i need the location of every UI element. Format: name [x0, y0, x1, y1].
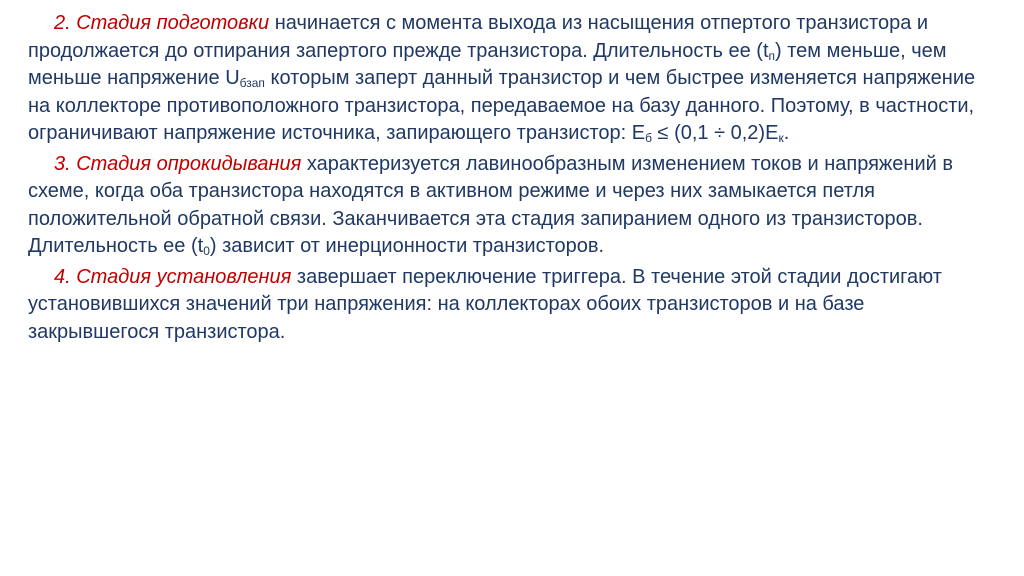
paragraph-text: ≤ (0,1 ÷ 0,2)E [651, 122, 779, 144]
paragraph-settling-stage [28, 264, 998, 347]
subscript: бзап [239, 76, 265, 90]
subscript: б [645, 131, 652, 145]
paragraph-text: ) зависит от инерционности транзисторов. [209, 235, 605, 257]
subscript: 0 [203, 244, 210, 258]
subscript: п [768, 48, 775, 63]
paragraph-text: характеризуется лавинообразным изменением токов и напряжений в схеме, когда оба транзистора находятся в активном режиме и через них замыкается петля положительной обратной связи. Заканчивается эта стадия запиранием одного из транзисторов. Длительность ее (t [28, 152, 953, 257]
paragraph-preparation-stage [28, 10, 998, 148]
switching-stage-heading: 3. Стадия опрокидывания [54, 152, 302, 175]
paragraph-text: которым заперт данный транзистор и чем быстрее изменяется напряжение на коллекторе противоположного транзистора, передаваемое на базу данного. Поэтому, в частности, ограничивают напряжение источника, запирающего транзистор: E [28, 67, 976, 144]
paragraph-text: ) тем меньше, чем меньше напряжение U [28, 39, 947, 89]
paragraph-text: . [783, 122, 790, 144]
slide-text [28, 10, 998, 349]
paragraph-text: завершает переключение триггера. В течение этой стадии достигают установившихся значений три напряжения: на коллекторах обоих транзисторов и на базе закрывшегося транзистора. [28, 265, 942, 343]
settling-stage-heading: 4. Стадия установления [54, 265, 292, 288]
paragraph-switching-stage [28, 151, 998, 261]
preparation-stage-heading: 2. Стадия подготовки [54, 12, 270, 34]
paragraph-text: начинается с момента выхода из насыщения отпертого транзистора и продолжается до отпирания запертого прежде транзистора. Длительность ее (t [28, 12, 929, 62]
subscript: к [778, 131, 784, 145]
